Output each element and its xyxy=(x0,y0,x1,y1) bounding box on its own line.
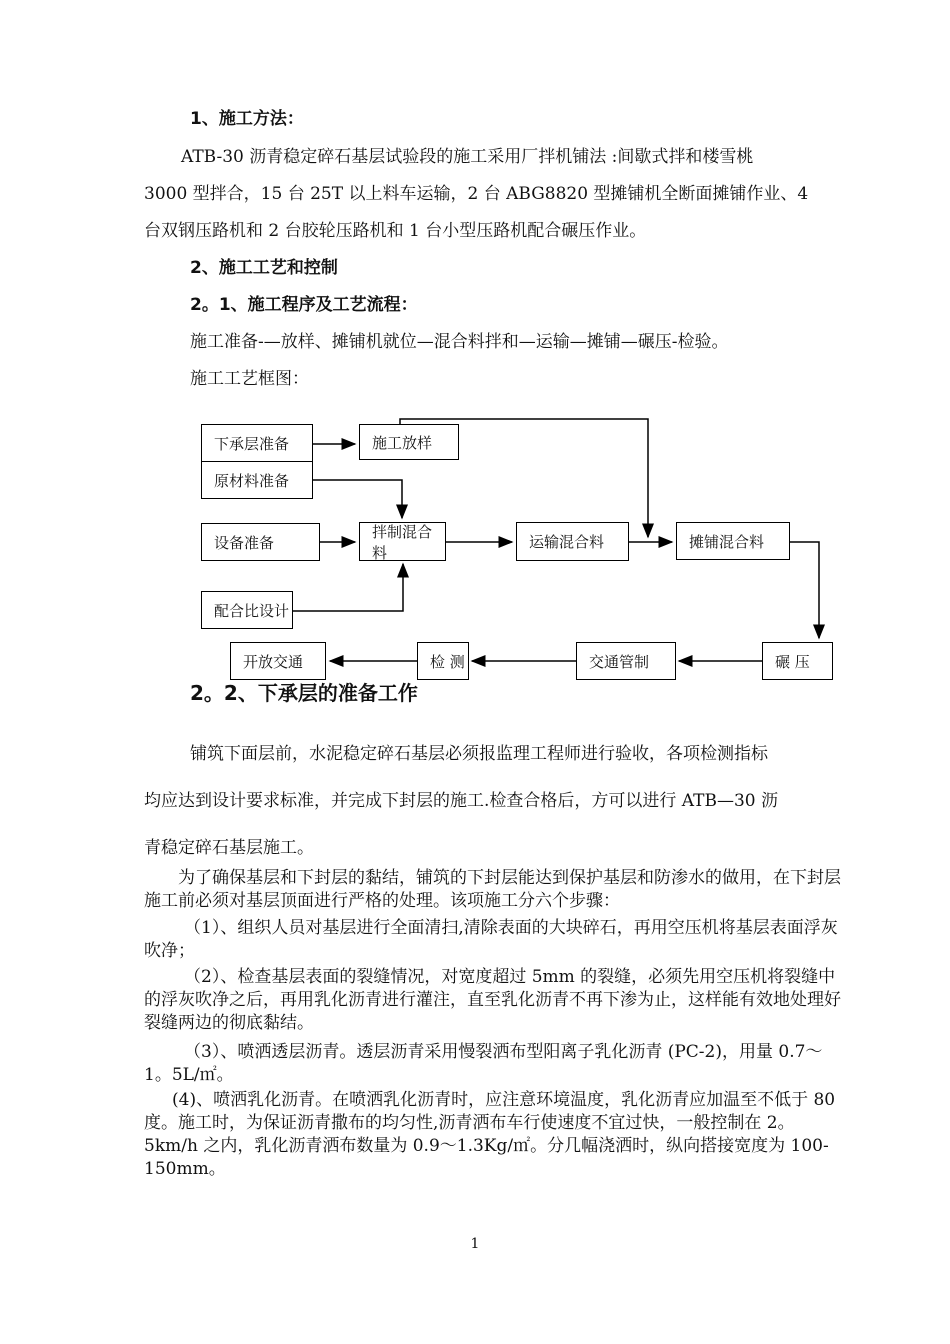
page-number: 1 xyxy=(470,1236,480,1252)
box-sgfy: 施工放样 xyxy=(359,424,459,460)
arrow-tphhl-ny xyxy=(790,542,819,638)
step-1: （1）、组织人员对基层进行全面清扫,清除表面的大块碎石，再用空压机将基层表面浮灰吹净； xyxy=(144,918,838,961)
process-line: 施工准备-—放样、摊铺机就位—混合料拌和—运输—摊铺—碾压-检验。 xyxy=(190,332,729,352)
arrow-ycl-bzhhl xyxy=(313,480,402,518)
box-kfjt: 开放交通 xyxy=(230,642,326,680)
section1-heading: 1、施工方法： xyxy=(190,109,304,129)
step-2: （2）、检查基层表面的裂缝情况，对宽度超过 5mm 的裂缝，必须先用空压机将裂缝中的浮灰吹净之后，再用乳化沥青进行灌注，直至乳化沥青不再下渗为止，这样能有效地处理好裂缝两边的彻底黏结。 xyxy=(144,967,841,1033)
section2-subheading: 2。1、施工程序及工艺流程： xyxy=(190,295,418,315)
arrow-phb-bzhhl xyxy=(293,564,403,611)
section1-line-3: 台双钢压路机和 2 台胶轮压路机和 1 台小型压路机配合碾压作业。 xyxy=(144,221,647,241)
diagram-caption: 施工工艺框图： xyxy=(190,369,309,389)
box-sbzb: 设备准备 xyxy=(201,523,320,561)
box-phb: 配合比设计 xyxy=(201,591,293,629)
box-jtgz: 交通管制 xyxy=(576,642,676,680)
section22-p1-line-2: 均应达到设计要求标准，并完成下封层的施工.检查合格后，方可以进行 ATB—30 沥 xyxy=(144,791,779,811)
box-yshhl: 运输混合料 xyxy=(516,522,629,561)
section22-p1-line-3: 青稳定碎石基层施工。 xyxy=(144,838,314,858)
box-ycl: 原材料准备 xyxy=(201,461,313,499)
section1-line-1: ATB-30 沥青稳定碎石基层试验段的施工采用厂拌机铺法 :间歇式拌和楼雪桃 xyxy=(181,147,754,167)
box-xcc: 下承层准备 xyxy=(201,424,313,462)
section22-p1-line-1: 铺筑下面层前，水泥稳定碎石基层必须报监理工程师进行验收，各项检测指标 xyxy=(190,744,768,764)
section1-line-2: 3000 型拌合，15 台 25T 以上料车运输，2 台 ABG8820 型摊铺机全断面摊铺作业、4 xyxy=(144,184,809,204)
box-ny: 碾 压 xyxy=(762,642,833,680)
box-jc: 检 测 xyxy=(417,642,469,680)
step-3: （3）、喷洒透层沥青。透层沥青采用慢裂洒布型阳离子乳化沥青 (PC-2)，用量 0.7～1。5L/㎡。 xyxy=(144,1042,823,1085)
section2-heading: 2、施工工艺和控制 xyxy=(190,258,338,278)
step-4: (4)、喷洒乳化沥青。在喷洒乳化沥青时，应注意环境温度，乳化沥青应加温至不低于 80 度。施工时，为保证沥青撒布的均匀性,沥青洒布车行使速度不宜过快，一般控制在 2。5km/h 之内，乳化沥青洒布数量为 0.9～1.3Kg/㎡。分几幅浇洒时，纵向搭接宽度为 100-150mm。 xyxy=(144,1090,836,1179)
box-bzhhl: 拌制混合料 xyxy=(359,522,446,561)
section22-p2: 为了确保基层和下封层的黏结，铺筑的下封层能达到保护基层和防渗水的做用，在下封层施工前必须对基层顶面进行严格的处理。该项施工分六个步骤： xyxy=(144,868,841,911)
section22-heading: 2。2、下承层的准备工作 xyxy=(190,681,418,705)
box-tphhl: 摊铺混合料 xyxy=(676,522,790,560)
